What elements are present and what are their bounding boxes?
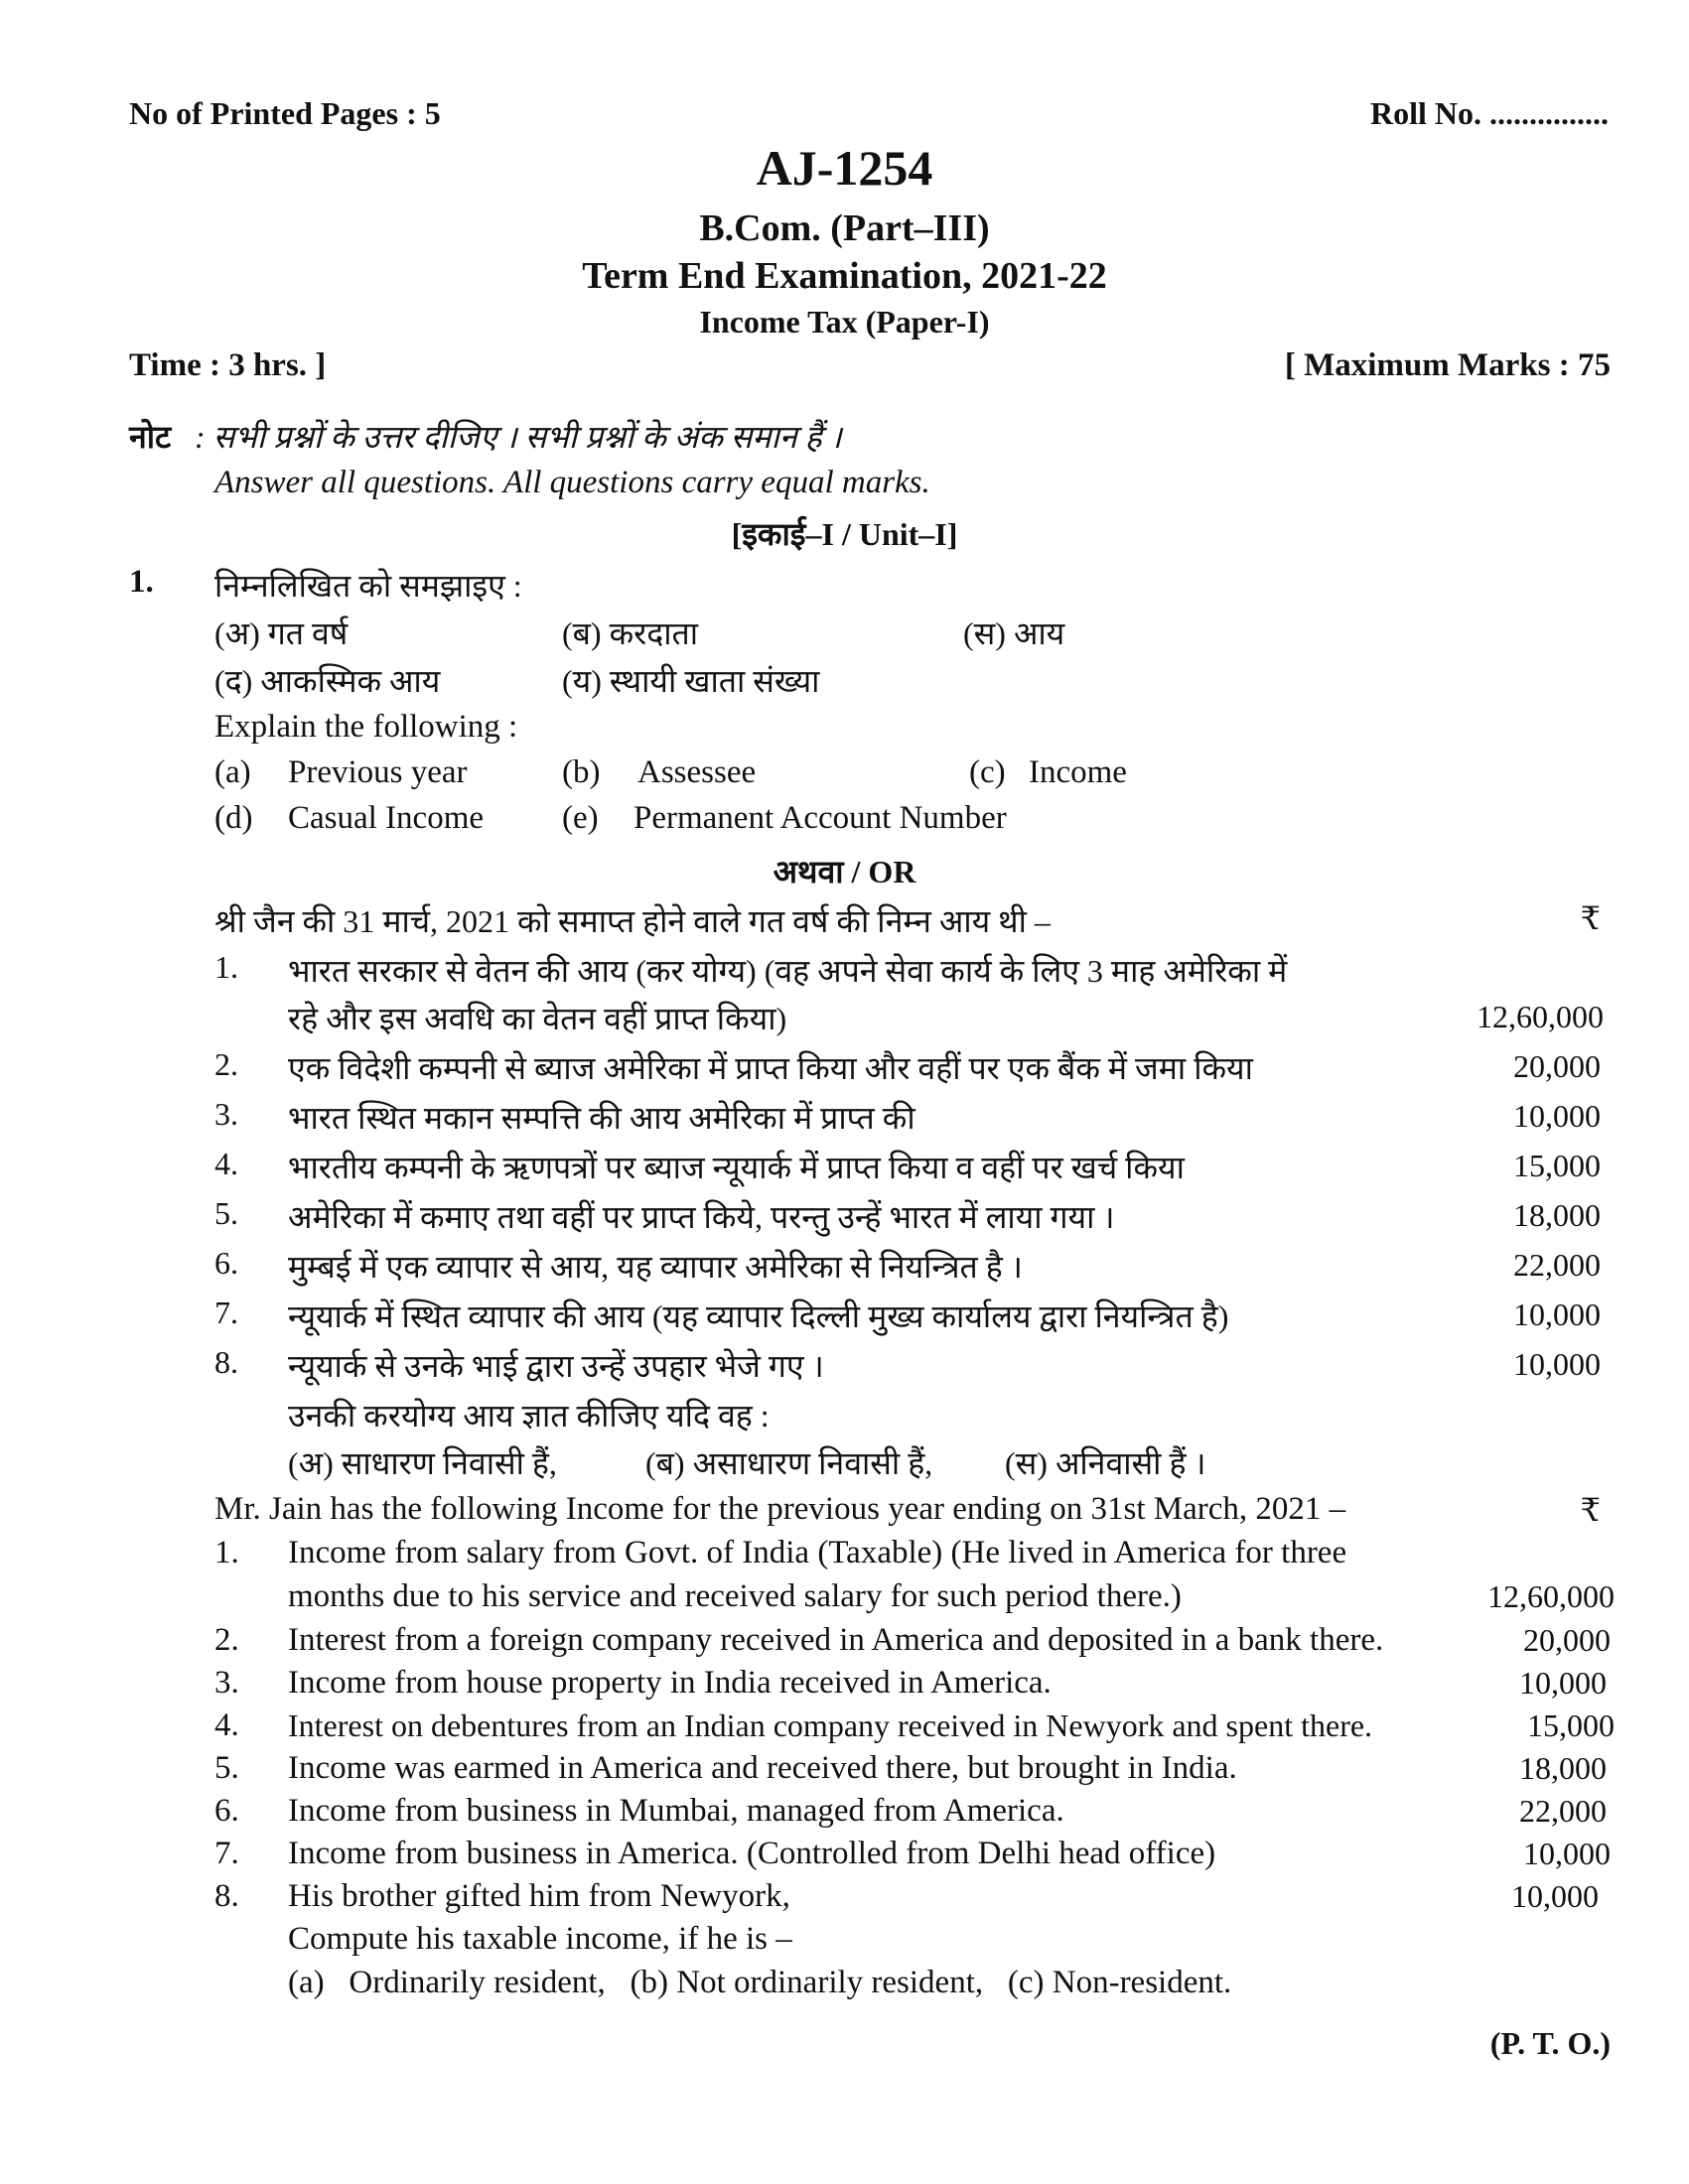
hindi-problem-intro: श्री जैन की 31 मार्च, 2021 को समाप्त होने वाले गत वर्ष की निम्न आय थी –: [214, 903, 1051, 939]
english-compute-instruction: Compute his taxable income, if he is –: [288, 1921, 792, 1957]
english-item-number: 5.: [214, 1750, 239, 1786]
hindi-item-text: भारतीय कम्पनी के ऋणपत्रों पर ब्याज न्यूयार्क में प्राप्त किया व वहीं पर खर्च किया: [288, 1150, 1185, 1185]
english-item-amount: 10,000: [1511, 1878, 1599, 1914]
english-item-amount: 20,000: [1523, 1622, 1611, 1658]
q1-english-option-key: (d): [214, 800, 253, 836]
hindi-item-amount: 20,000: [1513, 1048, 1601, 1084]
hindi-item-number: 5.: [214, 1195, 238, 1231]
english-item-number: 6.: [214, 1793, 239, 1829]
hindi-item-amount: 22,000: [1513, 1247, 1601, 1283]
note-hindi: : सभी प्रश्नों के उत्तर दीजिए । सभी प्रश्नों के अंक समान हैं ।: [195, 419, 842, 455]
hindi-item-number: 7.: [214, 1295, 238, 1330]
hindi-item-number: 4.: [214, 1146, 238, 1181]
q1-english-option-key: (e): [562, 800, 599, 836]
english-problem-intro: Mr. Jain has the following Income for the previous year ending on 31st March, 2021 –: [214, 1491, 1346, 1527]
english-resident-options: (a) Ordinarily resident, (b) Not ordinarily resident, (c) Non-resident.: [288, 1965, 1232, 2000]
english-item-number: 2.: [214, 1622, 239, 1658]
q1-hindi-option: (अ) गत वर्ष: [214, 615, 349, 651]
q1-english-option: Income: [1029, 754, 1127, 790]
hindi-item-amount: 10,000: [1513, 1098, 1601, 1134]
english-item-text: Interest from a foreign company received in America and deposited in a bank there.: [288, 1622, 1384, 1658]
currency-symbol: ₹: [1580, 1492, 1601, 1528]
or-divider: अथवा / OR: [773, 854, 916, 889]
q1-english-option-key: (a): [214, 754, 251, 790]
currency-symbol: ₹: [1580, 900, 1601, 936]
q1-hindi-option: (द) आकस्मिक आय: [214, 663, 441, 699]
english-item-text: Interest on debentures from an Indian company received in Newyork and spent there.: [288, 1707, 1373, 1743]
english-item-text: Income from business in America. (Controlled from Delhi head office): [288, 1836, 1216, 1871]
hindi-resident-option: (अ) साधारण निवासी हैं,: [288, 1445, 557, 1481]
hindi-item-amount: 18,000: [1513, 1197, 1601, 1233]
time-allowed: Time : 3 hrs. ]: [129, 347, 327, 383]
english-item-amount: 22,000: [1519, 1793, 1607, 1829]
english-item-number: 7.: [214, 1836, 239, 1871]
hindi-item-amount: 15,000: [1513, 1148, 1601, 1183]
hindi-item-text: रहे और इस अवधि का वेतन वहीं प्राप्त किया): [288, 1001, 787, 1036]
english-item-number: 8.: [214, 1878, 239, 1914]
hindi-item-number: 8.: [214, 1344, 238, 1380]
english-item-number: 1.: [214, 1535, 239, 1570]
q1-hindi-option: (ब) करदाता: [562, 615, 699, 651]
english-item-text: Income from house property in India received in America.: [288, 1665, 1052, 1701]
english-item-amount: 12,60,000: [1487, 1578, 1615, 1614]
english-item-amount: 15,000: [1527, 1707, 1615, 1743]
english-item-text: His brother gifted him from Newyork,: [288, 1878, 790, 1914]
hindi-item-amount: 12,60,000: [1477, 999, 1604, 1034]
page-turn-over: (P. T. O.): [1489, 2025, 1611, 2061]
hindi-resident-option: (स) अनिवासी हैं ।: [1005, 1445, 1206, 1481]
english-item-amount: 10,000: [1523, 1836, 1611, 1871]
hindi-item-text: मुम्बई में एक व्यापार से आय, यह व्यापार अमेरिका से नियन्त्रित है ।: [288, 1249, 1023, 1285]
hindi-resident-option: (ब) असाधारण निवासी हैं,: [645, 1445, 933, 1481]
note-english: Answer all questions. All questions carry equal marks.: [214, 465, 930, 500]
hindi-compute-instruction: उनकी करयोग्य आय ज्ञात कीजिए यदि वह :: [288, 1398, 770, 1433]
english-item-text: Income from business in Mumbai, managed from America.: [288, 1793, 1064, 1829]
note-label: नोट: [129, 419, 172, 455]
q1-english-option-key: (b): [562, 754, 601, 790]
hindi-item-text: भारत सरकार से वेतन की आय (कर योग्य) (वह अपने सेवा कार्य के लिए 3 माह अमेरिका में: [288, 953, 1288, 989]
hindi-item-text: भारत स्थित मकान सम्पत्ति की आय अमेरिका में प्राप्त की: [288, 1100, 915, 1136]
q1-english-option: Previous year: [288, 754, 468, 790]
hindi-item-number: 6.: [214, 1245, 238, 1281]
q1-hindi-option: (स) आय: [963, 615, 1065, 651]
q1-english-option: Assessee: [637, 754, 757, 790]
hindi-item-text: अमेरिका में कमाए तथा वहीं पर प्राप्त किये, परन्तु उन्हें भारत में लाया गया ।: [288, 1199, 1115, 1235]
english-item-amount: 18,000: [1519, 1750, 1607, 1786]
english-item-text: Income was earmed in America and received there, but brought in India.: [288, 1750, 1237, 1786]
hindi-item-number: 1.: [214, 949, 238, 985]
printed-pages: No of Printed Pages : 5: [129, 95, 441, 131]
course-title: B.Com. (Part–III): [699, 207, 990, 249]
hindi-item-text: न्यूयार्क से उनके भाई द्वारा उन्हें उपहार भेजे गए ।: [288, 1348, 824, 1384]
hindi-item-amount: 10,000: [1513, 1297, 1601, 1332]
maximum-marks: [ Maximum Marks : 75: [1284, 347, 1611, 383]
q1-hindi-option: (य) स्थायी खाता संख्या: [562, 663, 820, 699]
exam-title: Term End Examination, 2021-22: [582, 255, 1107, 297]
hindi-item-amount: 10,000: [1513, 1346, 1601, 1382]
english-item-text: Income from salary from Govt. of India (Taxable) (He lived in America for three: [288, 1535, 1347, 1570]
q1-hindi-intro: निम्नलिखित को समझाइए :: [214, 568, 522, 604]
hindi-item-text: न्यूयार्क में स्थित व्यापार की आय (यह व्यापार दिल्ली मुख्य कार्यालय द्वारा नियन्त्रित है): [288, 1298, 1229, 1334]
english-item-number: 3.: [214, 1665, 239, 1701]
q1-english-option: Casual Income: [288, 800, 485, 836]
subject-title: Income Tax (Paper-I): [699, 304, 990, 340]
question-number: 1.: [129, 564, 154, 600]
hindi-item-number: 2.: [214, 1046, 238, 1082]
hindi-item-number: 3.: [214, 1096, 238, 1132]
english-item-text: months due to his service and received salary for such period there.): [288, 1578, 1182, 1614]
roll-number: Roll No. ...............: [1370, 95, 1609, 131]
english-item-amount: 10,000: [1519, 1665, 1607, 1701]
q1-english-option: Permanent Account Number: [633, 800, 1007, 836]
hindi-item-text: एक विदेशी कम्पनी से ब्याज अमेरिका में प्राप्त किया और वहीं पर एक बैंक में जमा किया: [288, 1050, 1253, 1086]
unit-heading: [इकाई–I / Unit–I]: [731, 516, 958, 552]
q1-english-option-key: (c): [969, 754, 1006, 790]
q1-english-intro: Explain the following :: [214, 709, 518, 745]
paper-code: AJ-1254: [756, 140, 933, 196]
english-item-number: 4.: [214, 1707, 239, 1743]
